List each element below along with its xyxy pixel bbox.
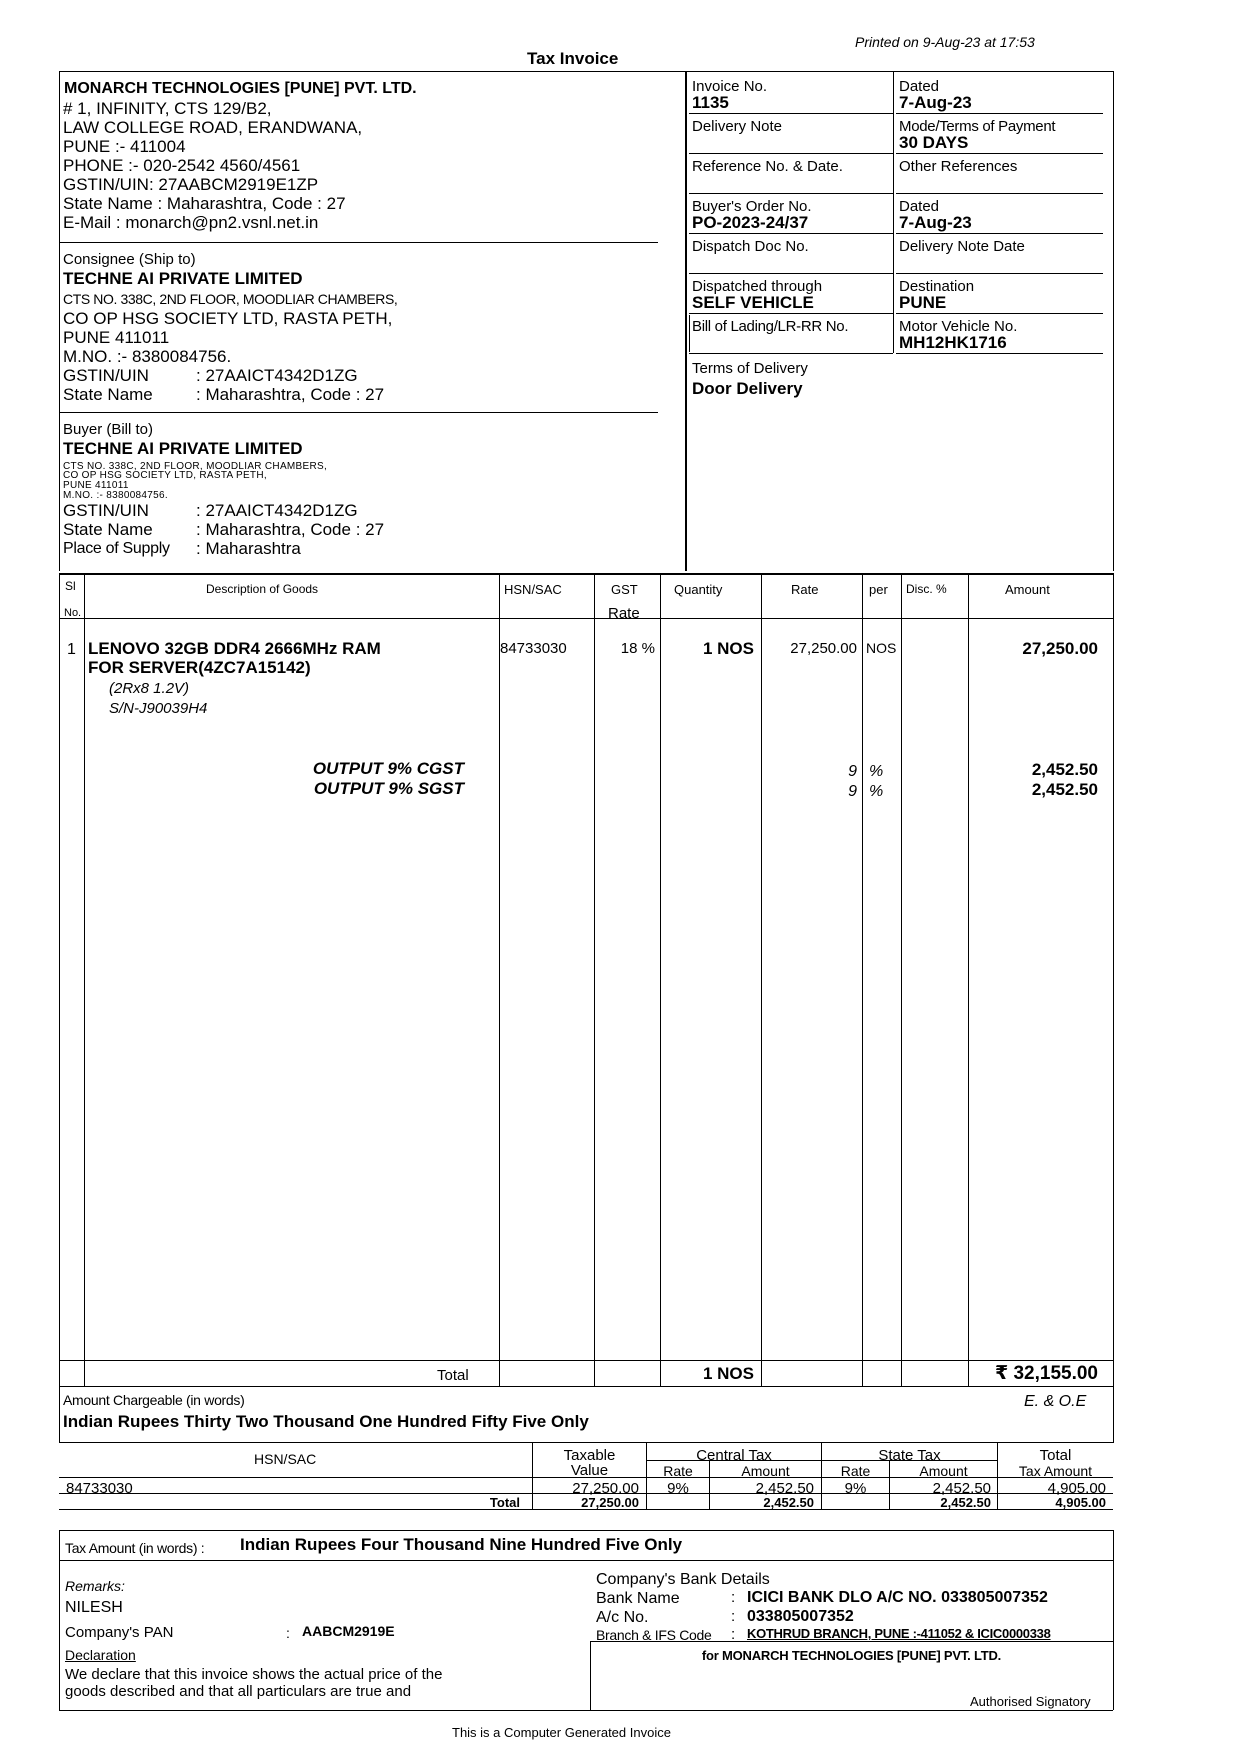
invoice-no-label: Invoice No. bbox=[692, 78, 768, 95]
meta-row-line bbox=[689, 233, 893, 234]
pan-label: Company's PAN bbox=[65, 1624, 174, 1641]
authorised-signatory: Authorised Signatory bbox=[970, 1694, 1091, 1709]
meta-row-line bbox=[896, 313, 1103, 314]
buyer-state: : Maharashtra, Code : 27 bbox=[196, 520, 385, 539]
meta-row-line bbox=[896, 193, 1103, 194]
seller-name: MONARCH TECHNOLOGIES [PUNE] PVT. LTD. bbox=[64, 80, 417, 97]
invoice-no: 1135 bbox=[692, 93, 729, 112]
item-quantity: 1 NOS bbox=[702, 639, 754, 658]
destination: PUNE bbox=[899, 293, 947, 312]
buyer-heading: Buyer (Bill to) bbox=[63, 421, 154, 438]
col-quantity: Quantity bbox=[674, 582, 723, 597]
frame-top bbox=[59, 71, 1113, 72]
consignee-gstin-label: GSTIN/UIN bbox=[63, 366, 149, 385]
tax-row-central-rate: 9% bbox=[667, 1480, 689, 1497]
meta-row-line bbox=[689, 113, 893, 114]
cgst-label: OUTPUT 9% CGST bbox=[312, 759, 464, 778]
order-date: 7-Aug-23 bbox=[899, 213, 972, 232]
buyer-mobile: M.NO. :- 8380084756. bbox=[63, 490, 168, 501]
cgst-percent: % bbox=[869, 763, 884, 780]
buyer-address-line: CTS NO. 338C, 2ND FLOOR, MOODLIAR CHAMBERS, bbox=[63, 461, 328, 472]
footer-frame-bottom bbox=[59, 1710, 1113, 1711]
company-pan: AABCM2919E bbox=[302, 1623, 395, 1639]
meta-row-line bbox=[896, 113, 1103, 114]
seller-state: State Name : Maharashtra, Code : 27 bbox=[63, 194, 346, 213]
other-references-label: Other References bbox=[899, 158, 1018, 175]
remarks: NILESH bbox=[65, 1599, 123, 1616]
footer-frame-left bbox=[59, 1530, 60, 1710]
tax-words-top bbox=[59, 1530, 1113, 1531]
tax-total-central: 2,452.50 bbox=[763, 1495, 814, 1510]
remarks-label: Remarks: bbox=[65, 1578, 125, 1594]
item-serial: S/N-J90039H4 bbox=[109, 700, 208, 717]
motor-vehicle-no: MH12HK1716 bbox=[899, 333, 1007, 352]
items-col-line bbox=[499, 573, 500, 1386]
bank-name-label: Bank Name bbox=[596, 1590, 680, 1607]
tax-h-state-amount: Amount bbox=[919, 1463, 968, 1479]
account-no-label: A/c No. bbox=[596, 1609, 649, 1626]
tax-h-central: Central Tax bbox=[696, 1447, 772, 1464]
amount-in-words: Indian Rupees Thirty Two Thousand One Hundred Fifty Five Only bbox=[63, 1412, 589, 1431]
mode-of-payment-label: Mode/Terms of Payment bbox=[899, 118, 1056, 135]
sgst-amount: 2,452.50 bbox=[1031, 780, 1098, 799]
cgst-amount: 2,452.50 bbox=[1031, 760, 1098, 779]
sgst-label: OUTPUT 9% SGST bbox=[313, 779, 464, 798]
bank-name-colon: : bbox=[731, 1589, 736, 1606]
col-no: No. bbox=[64, 607, 82, 619]
tax-total-amount: 4,905.00 bbox=[1055, 1495, 1106, 1510]
tax-in-words: Indian Rupees Four Thousand Nine Hundred Five Only bbox=[240, 1535, 683, 1554]
consignee-address-line: CO OP HSG SOCIETY LTD, RASTA PETH, bbox=[63, 309, 393, 328]
destination-label: Destination bbox=[899, 278, 975, 295]
branch-colon: : bbox=[731, 1626, 736, 1643]
eoe: E. & O.E bbox=[1024, 1393, 1087, 1410]
tax-row-central-amount: 2,452.50 bbox=[755, 1480, 814, 1497]
consignee-gstin: : 27AAICT4342D1ZG bbox=[196, 366, 358, 385]
items-col-line bbox=[660, 573, 661, 1386]
meta-row-line bbox=[689, 193, 893, 194]
buyer-state-label: State Name bbox=[63, 520, 153, 539]
grand-total: ₹ 32,155.00 bbox=[994, 1363, 1098, 1384]
tax-total-state: 2,452.50 bbox=[940, 1495, 991, 1510]
sgst-rate: 9 bbox=[848, 783, 857, 800]
seller-address-line: # 1, INFINITY, CTS 129/B2, bbox=[63, 99, 272, 118]
page-title: Tax Invoice bbox=[527, 49, 619, 68]
mode-of-payment: 30 DAYS bbox=[899, 133, 969, 152]
item-hsn: 84733030 bbox=[500, 640, 567, 657]
consignee-state-label: State Name bbox=[63, 385, 153, 404]
col-disc: Disc. % bbox=[906, 582, 947, 596]
dispatched-through: SELF VEHICLE bbox=[692, 293, 814, 312]
declaration-text: We declare that this invoice shows the actual price of the bbox=[65, 1666, 443, 1683]
meta-grid-divider bbox=[893, 71, 894, 353]
item-spec: (2Rx8 1.2V) bbox=[109, 680, 190, 697]
items-header-top bbox=[59, 573, 1113, 575]
frame-middle bbox=[685, 71, 687, 571]
tax-h-total: Total bbox=[1039, 1447, 1072, 1464]
consignee-address-line: PUNE 411011 bbox=[63, 328, 170, 347]
signature-box-top bbox=[590, 1641, 1113, 1642]
col-per: per bbox=[869, 582, 888, 597]
item-sl: 1 bbox=[67, 641, 76, 658]
tax-h-total-amount: Tax Amount bbox=[1018, 1463, 1093, 1479]
tax-h-state-rate: Rate bbox=[840, 1463, 871, 1479]
items-col-line bbox=[968, 573, 969, 1386]
col-amount: Amount bbox=[1005, 582, 1050, 597]
branch-label: Branch & IFS Code bbox=[596, 1627, 712, 1643]
items-total-top bbox=[59, 1360, 1113, 1361]
sgst-percent: % bbox=[869, 783, 884, 800]
consignee-heading: Consignee (Ship to) bbox=[63, 251, 196, 268]
tax-h-central-amount: Amount bbox=[741, 1463, 790, 1479]
tax-h-central-rate: Rate bbox=[663, 1463, 693, 1479]
computer-generated-note: This is a Computer Generated Invoice bbox=[452, 1725, 671, 1740]
col-description: Description of Goods bbox=[206, 582, 319, 596]
branch-ifsc: KOTHRUD BRANCH, PUNE :-411052 & ICIC0000338 bbox=[747, 1626, 1051, 1641]
lading-box-edge bbox=[689, 315, 690, 352]
meta-row-line bbox=[689, 353, 893, 354]
place-of-supply: : Maharashtra bbox=[196, 539, 301, 558]
items-col-line bbox=[901, 573, 902, 1386]
items-header-bottom bbox=[59, 618, 1113, 619]
meta-row-line bbox=[896, 153, 1103, 154]
dispatched-through-label: Dispatched through bbox=[692, 278, 823, 295]
declaration-text: goods described and that all particulars are true and bbox=[65, 1683, 412, 1700]
tax-total-label: Total bbox=[489, 1495, 520, 1510]
item-description: FOR SERVER(4ZC7A15142) bbox=[88, 658, 311, 677]
dispatch-doc-label: Dispatch Doc No. bbox=[692, 238, 809, 255]
terms-of-delivery: Door Delivery bbox=[692, 379, 803, 398]
motor-vehicle-label: Motor Vehicle No. bbox=[899, 318, 1018, 335]
bank-name: ICICI BANK DLO A/C NO. 033805007352 bbox=[747, 1589, 1048, 1606]
items-col-line bbox=[84, 573, 85, 1386]
frame-right bbox=[1113, 71, 1114, 571]
meta-row-line bbox=[896, 353, 1103, 354]
tax-row-hsn: 84733030 bbox=[66, 1480, 133, 1497]
tax-h-value: Value bbox=[570, 1462, 609, 1479]
frame-left bbox=[59, 71, 60, 571]
delivery-note-label: Delivery Note bbox=[692, 118, 783, 135]
buyers-order-no: PO-2023-24/37 bbox=[692, 213, 809, 232]
account-no: 033805007352 bbox=[747, 1608, 854, 1625]
buyers-order-label: Buyer's Order No. bbox=[692, 198, 812, 215]
bill-of-lading-label: Bill of Lading/LR-RR No. bbox=[692, 318, 849, 335]
bank-details-heading: Company's Bank Details bbox=[596, 1571, 770, 1588]
for-company: for MONARCH TECHNOLOGIES [PUNE] PVT. LTD. bbox=[701, 1648, 1002, 1663]
consignee-address-line: CTS NO. 338C, 2ND FLOOR, MOODLIAR CHAMBERS, bbox=[63, 291, 398, 307]
tax-words-label: Tax Amount (in words) : bbox=[65, 1540, 205, 1556]
meta-row-line bbox=[689, 313, 893, 314]
dated-label: Dated bbox=[899, 78, 940, 95]
invoice-date: 7-Aug-23 bbox=[899, 93, 972, 112]
place-of-supply-label: Place of Supply bbox=[63, 540, 170, 557]
col-gst-rate: Rate bbox=[608, 605, 640, 622]
seller-phone: PHONE :- 020-2542 4560/4561 bbox=[63, 156, 301, 175]
item-description: LENOVO 32GB DDR4 2666MHz RAM bbox=[88, 639, 381, 658]
account-no-colon: : bbox=[731, 1608, 736, 1625]
buyer-name: TECHNE AI PRIVATE LIMITED bbox=[63, 439, 303, 458]
pan-colon: : bbox=[286, 1625, 290, 1641]
declaration-label: Declaration bbox=[65, 1647, 136, 1663]
seller-email: E-Mail : monarch@pn2.vsnl.net.in bbox=[63, 213, 319, 232]
buyer-gstin: : 27AAICT4342D1ZG bbox=[196, 501, 358, 520]
buyer-gstin-label: GSTIN/UIN bbox=[63, 501, 149, 520]
tax-h-hsn: HSN/SAC bbox=[254, 1451, 317, 1467]
delivery-note-date-label: Delivery Note Date bbox=[899, 238, 1025, 255]
items-col-line bbox=[761, 573, 762, 1386]
reference-label: Reference No. & Date. bbox=[692, 158, 843, 175]
consignee-divider bbox=[59, 412, 658, 413]
buyer-address-line: PUNE 411011 bbox=[63, 480, 129, 491]
item-gst-rate: 18 % bbox=[620, 640, 655, 657]
tax-words-bottom bbox=[59, 1560, 1113, 1561]
tax-row-state-amount: 2,452.50 bbox=[932, 1480, 991, 1497]
items-col-line bbox=[59, 573, 60, 1443]
cgst-rate: 9 bbox=[848, 763, 857, 780]
tax-h-taxable: Taxable bbox=[563, 1447, 616, 1464]
amount-words-label: Amount Chargeable (in words) bbox=[63, 1392, 245, 1408]
buyer-address-line: CO OP HSG SOCIETY LTD, RASTA PETH, bbox=[63, 470, 267, 481]
total-quantity: 1 NOS bbox=[702, 1364, 754, 1383]
consignee-state: : Maharashtra, Code : 27 bbox=[196, 385, 385, 404]
consignee-mobile: M.NO. :- 8380084756. bbox=[63, 347, 232, 366]
tax-h-state: State Tax bbox=[878, 1447, 941, 1464]
tax-row-state-rate: 9% bbox=[844, 1480, 867, 1497]
col-rate: Rate bbox=[791, 582, 819, 597]
terms-of-delivery-label: Terms of Delivery bbox=[692, 360, 808, 377]
consignee-name: TECHNE AI PRIVATE LIMITED bbox=[63, 269, 303, 288]
seller-gstin: GSTIN/UIN: 27AABCM2919E1ZP bbox=[63, 175, 319, 194]
tax-row-total: 4,905.00 bbox=[1047, 1480, 1106, 1497]
footer-frame-right bbox=[1113, 1530, 1114, 1710]
col-sl: Sl bbox=[65, 579, 76, 593]
order-dated-label: Dated bbox=[899, 198, 940, 215]
seller-address-line: PUNE :- 411004 bbox=[63, 137, 186, 156]
meta-row-line bbox=[896, 233, 1103, 234]
tax-row-taxable: 27,250.00 bbox=[572, 1480, 639, 1497]
item-per: NOS bbox=[866, 640, 897, 656]
items-col-line bbox=[594, 573, 595, 1386]
tax-table-top bbox=[59, 1442, 1113, 1443]
meta-row-line bbox=[689, 273, 893, 274]
tax-total-taxable: 27,250.00 bbox=[581, 1495, 639, 1510]
total-label: Total bbox=[437, 1367, 469, 1384]
items-col-line bbox=[1113, 573, 1114, 1443]
item-rate: 27,250.00 bbox=[790, 640, 857, 657]
item-amount: 27,250.00 bbox=[1022, 639, 1098, 658]
seller-address-line: LAW COLLEGE ROAD, ERANDWANA, bbox=[63, 118, 363, 137]
printed-on: Printed on 9-Aug-23 at 17:53 bbox=[855, 34, 1035, 50]
seller-divider bbox=[59, 242, 658, 243]
meta-row-line bbox=[896, 273, 1103, 274]
items-total-bottom bbox=[59, 1386, 1113, 1387]
col-hsn: HSN/SAC bbox=[504, 582, 562, 597]
items-col-line bbox=[862, 573, 863, 1386]
col-gst: GST bbox=[611, 582, 638, 597]
meta-row-line bbox=[689, 153, 893, 154]
